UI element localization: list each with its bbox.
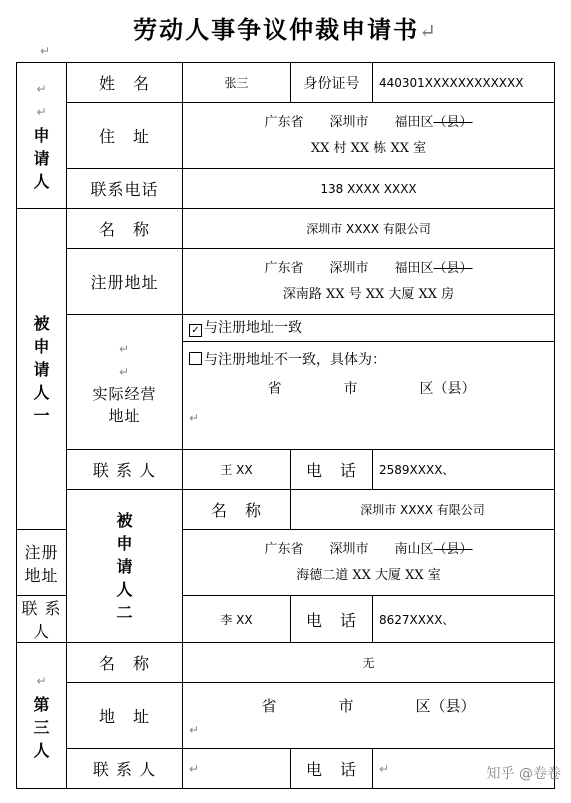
third-party-tel-label: 电 话 (291, 749, 373, 789)
applicant-name-field[interactable]: 张三 (183, 63, 291, 103)
paragraph-mark: ↵ (419, 19, 438, 43)
applicant-address-label: 住 址 (67, 103, 183, 169)
watermark: 知乎 @卷卷 (486, 766, 561, 782)
respondent2-contact-label: 联 系 人 (17, 596, 67, 643)
applicant-name-label: 姓 名 (67, 63, 183, 103)
respondent1-tel-label: 电 话 (291, 450, 373, 490)
third-party-contact-label: 联 系 人 (67, 749, 183, 789)
respondent1-reg-address-field[interactable]: 广东省 深圳市 福田区（县） 深南路 XX 号 XX 大厦 XX 房 (183, 249, 555, 315)
respondent2-tel-field[interactable]: 8627XXXX、 (373, 596, 555, 643)
third-party-name-label: 名 称 (67, 643, 183, 683)
respondent2-reg-address-field[interactable]: 广东省 深圳市 南山区（县） 海德二道 XX 大厦 XX 室 (183, 530, 555, 596)
respondent1-section-label: 被 申 请 人 一 (17, 209, 67, 530)
application-form-table (16, 62, 555, 789)
respondent1-contact-field[interactable]: 王 XX (183, 450, 291, 490)
checkbox-empty-icon[interactable] (189, 352, 202, 365)
applicant-id-field[interactable]: 440301XXXXXXXXXXXX (373, 63, 555, 103)
applicant-id-label: 身份证号 (291, 63, 373, 103)
third-party-section-label: ↵ 第 三 人 (17, 643, 67, 789)
applicant-phone-label: 联系电话 (67, 169, 183, 209)
checkbox-checked-icon[interactable]: ✓ (189, 324, 202, 337)
respondent1-name-field[interactable]: 深圳市 XXXX 有限公司 (183, 209, 555, 249)
third-party-name-field[interactable]: 无 (183, 643, 555, 683)
respondent2-name-label: 名 称 (183, 490, 291, 530)
respondent1-actual-address-field (183, 315, 555, 450)
option-same-as-registered[interactable]: ✓ 与注册地址一致 (183, 315, 554, 342)
respondent1-contact-label: 联 系 人 (67, 450, 183, 490)
respondent2-reg-address-label: 注册地址 (17, 530, 67, 596)
respondent1-name-label: 名 称 (67, 209, 183, 249)
respondent1-tel-field[interactable]: 2589XXXX、 (373, 450, 555, 490)
respondent2-contact-field[interactable]: 李 XX (183, 596, 291, 643)
applicant-section-label: ↵ ↵ 申 请 人 (17, 63, 67, 209)
option-different-address[interactable]: 与注册地址不一致，具体为： 省 市 区（县） ↵ (189, 352, 476, 425)
third-party-address-label: 地 址 (67, 683, 183, 749)
paragraph-mark: ↵ (40, 44, 51, 58)
respondent2-section-label: 被 申 请 人 二 (67, 490, 183, 643)
applicant-phone-field[interactable]: 138 XXXX XXXX (183, 169, 555, 209)
third-party-contact-field[interactable]: ↵ (183, 749, 291, 789)
respondent2-name-field[interactable]: 深圳市 XXXX 有限公司 (291, 490, 555, 530)
respondent1-reg-address-label: 注册地址 (67, 249, 183, 315)
applicant-address-field[interactable]: 广东省 深圳市 福田区（县） XX 村 XX 栋 XX 室 (183, 103, 555, 169)
third-party-tel-field[interactable]: ↵ (373, 749, 555, 789)
document-title: 劳动人事争议仲裁申请书↵ (133, 15, 438, 44)
third-party-address-field[interactable]: 省 市 区（县） ↵ (183, 683, 555, 749)
respondent1-actual-address-label: ↵ ↵ 实际经营 地址 (67, 315, 183, 450)
respondent2-tel-label: 电 话 (291, 596, 373, 643)
